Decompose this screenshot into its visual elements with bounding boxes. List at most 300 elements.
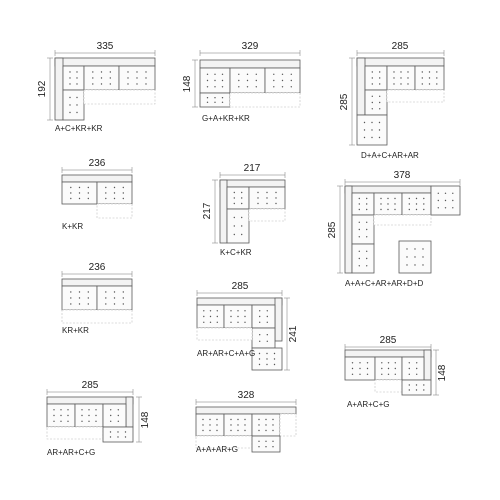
tuft-dot <box>414 264 415 265</box>
tuft-dot <box>359 209 360 210</box>
tuft-dot <box>409 389 410 390</box>
config-label: K+C+KR <box>220 248 252 257</box>
tuft-dot <box>364 129 365 130</box>
tuft-dot <box>222 102 223 103</box>
tuft-dot <box>88 415 89 416</box>
tuft-dot <box>244 430 245 431</box>
tuft-dot <box>259 341 260 342</box>
dimension-depth <box>327 186 343 273</box>
tuft-dot <box>114 297 115 298</box>
tuft-dot <box>272 424 273 425</box>
tuft-dot <box>259 364 260 365</box>
tuft-dot <box>406 256 407 257</box>
tuft-dot <box>416 362 417 363</box>
tuft-dot <box>275 192 276 193</box>
tuft-dot <box>76 112 77 113</box>
tuft-dot <box>207 80 208 81</box>
config-a-a-c-ar-ar-d-d <box>327 170 460 288</box>
config-k-c-kr <box>202 163 285 257</box>
tuft-dot <box>436 71 437 72</box>
tuft-dot <box>207 86 208 87</box>
tuft-dot <box>244 322 245 323</box>
tuft-dot <box>407 77 408 78</box>
tuft-dot <box>222 86 223 87</box>
tuft-dot <box>380 209 381 210</box>
tuft-dot <box>101 71 102 72</box>
sofa-plan <box>197 298 282 370</box>
tuft-dot <box>222 80 223 81</box>
tuft-dot <box>110 77 111 78</box>
tuft-dot <box>123 198 124 199</box>
tuft-dot <box>258 424 259 425</box>
depth-value: 217 <box>202 202 213 220</box>
tuft-dot <box>207 102 208 103</box>
tuft-dot <box>114 291 115 292</box>
tuft-dot <box>210 316 211 317</box>
tuft-dot <box>67 409 68 410</box>
tuft-dot <box>70 198 71 199</box>
config-a-c-kr-kr <box>37 41 155 133</box>
tuft-dot <box>445 200 446 201</box>
width-value: 378 <box>393 170 411 181</box>
tuft-dot <box>69 104 70 105</box>
tuft-dot <box>359 198 360 199</box>
tuft-dot <box>234 192 235 193</box>
tuft-dot <box>272 419 273 420</box>
tuft-dot <box>105 192 106 193</box>
tuft-dot <box>416 368 417 369</box>
tuft-dot <box>379 96 380 97</box>
tuft-dot <box>272 446 273 447</box>
tuft-dot <box>118 409 119 410</box>
tuft-dot <box>118 415 119 416</box>
tuft-dot <box>436 77 437 78</box>
tuft-dot <box>214 97 215 98</box>
tuft-dot <box>445 193 446 194</box>
tuft-dot <box>359 222 360 223</box>
tuft-dot <box>81 409 82 410</box>
tuft-dot <box>117 431 118 432</box>
tuft-dot <box>265 419 266 420</box>
tuft-dot <box>366 209 367 210</box>
tuft-dot <box>214 102 215 103</box>
tuft-dot <box>429 83 430 84</box>
tuft-dot <box>123 291 124 292</box>
tuft-dot <box>88 303 89 304</box>
dimension-width <box>62 262 132 277</box>
tuft-dot <box>359 203 360 204</box>
tuft-dot <box>381 374 382 375</box>
tuft-dot <box>422 77 423 78</box>
tuft-dot <box>230 430 231 431</box>
tuft-dot <box>359 258 360 259</box>
tuft-dot <box>53 415 54 416</box>
tuft-dot <box>359 265 360 266</box>
tuft-dot <box>234 225 235 226</box>
tuft-dot <box>423 384 424 385</box>
tuft-dot <box>387 198 388 199</box>
tuft-dot <box>79 291 80 292</box>
config-label: AR+AR+C+G <box>47 448 96 457</box>
tuft-dot <box>60 409 61 410</box>
tuft-dot <box>238 80 239 81</box>
tuft-dot <box>216 419 217 420</box>
tuft-dot <box>76 77 77 78</box>
tuft-dot <box>238 86 239 87</box>
tuft-dot <box>380 203 381 204</box>
tuft-dot <box>422 83 423 84</box>
tuft-dot <box>380 198 381 199</box>
tuft-dot <box>230 310 231 311</box>
tuft-dot <box>88 192 89 193</box>
depth-value: 285 <box>339 93 350 111</box>
config-label: A+A+AR+G <box>196 445 239 454</box>
tuft-dot <box>275 197 276 198</box>
tuft-dot <box>367 374 368 375</box>
tuft-dot <box>123 192 124 193</box>
tuft-dot <box>114 198 115 199</box>
tuft-dot <box>247 74 248 75</box>
tuft-dot <box>265 446 266 447</box>
tuft-dot <box>117 436 118 437</box>
config-label: AR+AR+C+A+G <box>197 349 256 358</box>
tuft-dot <box>266 192 267 193</box>
tuft-dot <box>265 424 266 425</box>
config-label: G+A+KR+KR <box>202 114 250 123</box>
tuft-dot <box>101 83 102 84</box>
tuft-dot <box>359 229 360 230</box>
depth-value: 148 <box>140 411 151 429</box>
tuft-dot <box>81 415 82 416</box>
tuft-dot <box>70 192 71 193</box>
sofa-plan <box>220 180 285 243</box>
tuft-dot <box>105 303 106 304</box>
tuft-dot <box>406 248 407 249</box>
width-value: 329 <box>241 41 259 52</box>
width-value: 285 <box>391 41 409 52</box>
tuft-dot <box>438 207 439 208</box>
tuft-dot <box>267 310 268 311</box>
config-label: A+AR+C+G <box>347 400 390 409</box>
config-label: KR+KR <box>62 326 89 335</box>
tuft-dot <box>416 198 417 199</box>
tuft-dot <box>372 96 373 97</box>
tuft-dot <box>241 225 242 226</box>
tuft-dot <box>110 83 111 84</box>
tuft-dot <box>88 291 89 292</box>
tuft-dot <box>110 421 111 422</box>
tuft-dot <box>79 297 80 298</box>
tuft-dot <box>423 389 424 390</box>
tuft-dot <box>79 187 80 188</box>
tuft-dot <box>105 198 106 199</box>
tuft-dot <box>394 198 395 199</box>
config-label: A+C+KR+KR <box>55 124 103 133</box>
width-value: 236 <box>88 158 106 169</box>
tuft-dot <box>69 112 70 113</box>
tuft-dot <box>88 297 89 298</box>
tuft-dot <box>256 74 257 75</box>
tuft-dot <box>53 409 54 410</box>
tuft-dot <box>209 419 210 420</box>
tuft-dot <box>400 83 401 84</box>
tuft-dot <box>70 291 71 292</box>
depth-value: 148 <box>437 364 448 382</box>
tuft-dot <box>275 203 276 204</box>
tuft-dot <box>438 200 439 201</box>
tuft-dot <box>394 203 395 204</box>
dimension-depth <box>202 180 218 243</box>
tuft-dot <box>372 77 373 78</box>
sofa-plan <box>200 60 300 107</box>
tuft-dot <box>222 97 223 98</box>
tuft-dot <box>136 71 137 72</box>
tuft-dot <box>423 209 424 210</box>
dimension-width <box>197 281 282 296</box>
tuft-dot <box>244 310 245 311</box>
tuft-dot <box>366 265 367 266</box>
tuft-dot <box>393 83 394 84</box>
tuft-dot <box>145 71 146 72</box>
tuft-dot <box>95 415 96 416</box>
tuft-dot <box>88 187 89 188</box>
tuft-dot <box>367 362 368 363</box>
tuft-dot <box>366 251 367 252</box>
tuft-dot <box>379 108 380 109</box>
sofa-plan <box>62 175 132 218</box>
tuft-dot <box>379 102 380 103</box>
dimension-depth <box>339 58 355 145</box>
tuft-dot <box>207 74 208 75</box>
dimension-depth <box>136 397 151 442</box>
tuft-dot <box>241 217 242 218</box>
tuft-dot <box>266 353 267 354</box>
tuft-dot <box>217 322 218 323</box>
config-a-ar-c-g <box>345 335 448 409</box>
tuft-dot <box>259 353 260 354</box>
depth-value: 148 <box>182 75 193 93</box>
config-g-a-kr-kr <box>182 41 300 123</box>
tuft-dot <box>202 424 203 425</box>
sofa-plan <box>55 58 155 120</box>
tuft-dot <box>241 203 242 204</box>
tuft-dot <box>203 310 204 311</box>
width-value: 236 <box>88 262 106 273</box>
tuft-dot <box>352 368 353 369</box>
tuft-dot <box>145 83 146 84</box>
tuft-dot <box>366 258 367 259</box>
tuft-dot <box>372 102 373 103</box>
width-value: 285 <box>81 380 99 391</box>
tuft-dot <box>216 430 217 431</box>
tuft-dot <box>282 80 283 81</box>
tuft-dot <box>372 108 373 109</box>
tuft-dot <box>359 236 360 237</box>
tuft-dot <box>230 322 231 323</box>
dimension-width <box>196 390 296 405</box>
tuft-dot <box>422 71 423 72</box>
tuft-dot <box>423 198 424 199</box>
tuft-dot <box>207 97 208 98</box>
tuft-dot <box>366 229 367 230</box>
config-k-kr <box>62 158 132 231</box>
tuft-dot <box>123 303 124 304</box>
tuft-dot <box>60 421 61 422</box>
tuft-dot <box>202 419 203 420</box>
tuft-dot <box>379 122 380 123</box>
tuft-dot <box>379 71 380 72</box>
tuft-dot <box>237 310 238 311</box>
tuft-dot <box>436 83 437 84</box>
tuft-dot <box>244 424 245 425</box>
dimension-width <box>357 41 444 56</box>
width-value: 285 <box>379 335 397 346</box>
tuft-dot <box>241 197 242 198</box>
tuft-dot <box>70 303 71 304</box>
tuft-dot <box>429 71 430 72</box>
tuft-dot <box>416 209 417 210</box>
dimension-depth <box>433 350 448 395</box>
tuft-dot <box>291 74 292 75</box>
tuft-dot <box>395 368 396 369</box>
config-label: A+A+C+AR+AR+D+D <box>345 279 424 288</box>
tuft-dot <box>265 441 266 442</box>
tuft-dot <box>388 362 389 363</box>
width-value: 328 <box>237 390 255 401</box>
tuft-dot <box>123 297 124 298</box>
tuft-dot <box>409 209 410 210</box>
tuft-dot <box>266 197 267 198</box>
sofa-plan <box>357 58 444 145</box>
tuft-dot <box>267 341 268 342</box>
tuft-dot <box>422 248 423 249</box>
tuft-dot <box>259 322 260 323</box>
dimension-width <box>55 41 155 56</box>
tuft-dot <box>409 362 410 363</box>
tuft-dot <box>230 316 231 317</box>
tuft-dot <box>388 368 389 369</box>
tuft-dot <box>202 430 203 431</box>
tuft-dot <box>364 137 365 138</box>
tuft-dot <box>259 358 260 359</box>
tuft-dot <box>136 83 137 84</box>
tuft-dot <box>352 374 353 375</box>
tuft-dot <box>395 362 396 363</box>
tuft-dot <box>210 310 211 311</box>
tuft-dot <box>209 424 210 425</box>
tuft-dot <box>214 80 215 81</box>
tuft-dot <box>381 368 382 369</box>
tuft-dot <box>114 303 115 304</box>
tuft-dot <box>110 415 111 416</box>
tuft-dot <box>95 409 96 410</box>
tuft-dot <box>393 77 394 78</box>
tuft-dot <box>241 234 242 235</box>
tuft-dot <box>203 322 204 323</box>
sofa-plan <box>47 397 133 442</box>
tuft-dot <box>364 122 365 123</box>
tuft-dot <box>272 430 273 431</box>
tuft-dot <box>230 419 231 420</box>
tuft-dot <box>429 77 430 78</box>
tuft-dot <box>234 234 235 235</box>
tuft-dot <box>256 86 257 87</box>
tuft-dot <box>114 187 115 188</box>
tuft-dot <box>69 77 70 78</box>
tuft-dot <box>282 74 283 75</box>
tuft-dot <box>95 421 96 422</box>
dimension-depth <box>37 58 53 120</box>
tuft-dot <box>359 362 360 363</box>
tuft-dot <box>258 419 259 420</box>
tuft-dot <box>247 80 248 81</box>
tuft-dot <box>438 193 439 194</box>
tuft-dot <box>267 322 268 323</box>
tuft-dot <box>92 83 93 84</box>
tuft-dot <box>145 77 146 78</box>
tuft-dot <box>88 409 89 410</box>
tuft-dot <box>238 74 239 75</box>
tuft-dot <box>110 71 111 72</box>
tuft-dot <box>267 316 268 317</box>
tuft-dot <box>282 86 283 87</box>
tuft-dot <box>60 415 61 416</box>
tuft-dot <box>273 80 274 81</box>
tuft-dot <box>366 198 367 199</box>
sofa-plan <box>345 186 460 273</box>
tuft-dot <box>53 421 54 422</box>
tuft-dot <box>234 203 235 204</box>
tuft-dot <box>266 358 267 359</box>
tuft-dot <box>76 71 77 72</box>
config-kr-kr <box>62 262 132 335</box>
tuft-dot <box>214 86 215 87</box>
tuft-dot <box>414 256 415 257</box>
tuft-dot <box>274 364 275 365</box>
depth-value: 241 <box>288 325 299 343</box>
tuft-dot <box>69 97 70 98</box>
tuft-dot <box>237 316 238 317</box>
tuft-dot <box>414 248 415 249</box>
tuft-dot <box>265 430 266 431</box>
tuft-dot <box>222 74 223 75</box>
tuft-dot <box>371 137 372 138</box>
config-d-a-c-ar-ar <box>339 41 444 160</box>
tuft-dot <box>257 197 258 198</box>
tuft-dot <box>379 77 380 78</box>
tuft-dot <box>234 197 235 198</box>
tuft-dot <box>409 368 410 369</box>
dimension-width <box>200 41 300 56</box>
tuft-dot <box>422 264 423 265</box>
width-value: 285 <box>231 281 249 292</box>
dimension-width <box>47 380 133 395</box>
tuft-dot <box>216 424 217 425</box>
tuft-dot <box>452 207 453 208</box>
tuft-dot <box>416 203 417 204</box>
tuft-dot <box>379 83 380 84</box>
dimension-width <box>345 335 431 350</box>
tuft-dot <box>372 83 373 84</box>
tuft-dot <box>105 187 106 188</box>
tuft-dot <box>79 303 80 304</box>
tuft-dot <box>259 310 260 311</box>
config-label: K+KR <box>62 222 84 231</box>
tuft-dot <box>291 86 292 87</box>
tuft-dot <box>214 74 215 75</box>
tuft-dot <box>381 362 382 363</box>
tuft-dot <box>110 431 111 432</box>
